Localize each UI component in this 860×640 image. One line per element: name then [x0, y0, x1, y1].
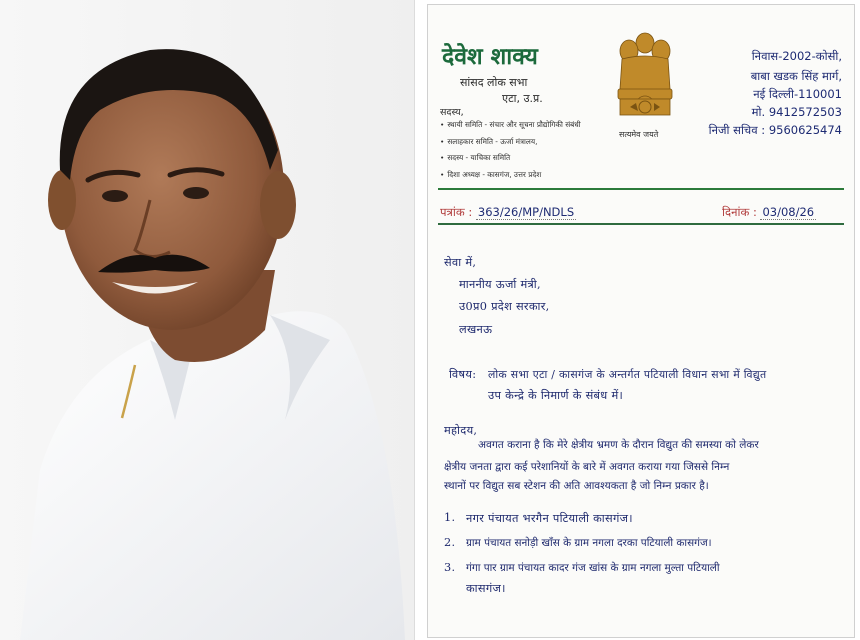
date-label: दिनांक — [722, 205, 750, 219]
reference-divider — [438, 223, 844, 225]
portrait-photo — [0, 0, 415, 640]
item-number: 1. — [444, 511, 456, 524]
body-line: अवगत कराना है कि मेरे क्षेत्रीय भ्रमण के दौरान विद्युत की समस्या को लेकर — [478, 439, 759, 451]
address-line: बाबा खडक सिंह मार्ग, — [750, 69, 842, 83]
subject-line: उप केन्द्रे के निमार्ण के संबंध में। — [488, 389, 624, 402]
membership-list — [440, 117, 625, 183]
sender-title: सांसद लोक सभा — [460, 76, 528, 89]
subject-line: लोक सभा एटा / कासगंज के अन्तर्गत पटियाली विधान सभा में विद्युत — [488, 368, 767, 381]
sender-name: देवेश शाक्य — [442, 44, 538, 70]
list-item: गंगा पार ग्राम पंचायत कादर गंज खांस के ग्राम नगला मुल्ता पटियाली — [466, 562, 720, 574]
item-number: 3. — [444, 561, 456, 574]
list-item: • सदस्य - याचिका समिति — [440, 150, 625, 167]
body-line: क्षेत्रीय जनता द्वारा कई परेशानियों के बारे में अवगत कराया गया जिससे निम्न — [444, 461, 730, 473]
reference-colon: : — [468, 205, 473, 219]
list-item: नगर पंचायत भरगैन पटियाली कासगंज। — [466, 512, 633, 525]
list-item: ग्राम पंचायत सनोड़ी खाँस के ग्राम नगला दरका पटियाली कासगंज। — [466, 537, 712, 549]
recipient-line: लखनऊ — [459, 323, 493, 336]
address-line: नई दिल्ली-110001 — [753, 87, 842, 101]
address-line: निवास-2002-कोसी, — [751, 49, 842, 63]
salutation: महोदय, — [444, 424, 478, 437]
sender-constituency: एटा, उ.प्र. — [502, 92, 543, 105]
letter-date — [722, 205, 816, 220]
list-item: • सलाहकार समिति - ऊर्जा मंत्रालय, — [440, 134, 625, 151]
recipient-line: माननीय ऊर्जा मंत्री, — [459, 278, 541, 291]
subject-label: विषय: — [449, 368, 477, 381]
reference-number — [440, 205, 576, 220]
member-label: सदस्य, — [440, 107, 464, 118]
recipient-line: सेवा में, — [444, 256, 477, 269]
item-number: 2. — [444, 536, 456, 549]
list-item: • दिशा अध्यक्ष - कासगंज, उत्तर प्रदेश — [440, 167, 625, 184]
portrait-illustration — [0, 0, 415, 640]
date-value: 03/08/26 — [762, 205, 815, 219]
reference-label: पत्रांक — [440, 205, 465, 219]
secretary-phone: निजी सचिव : 9560625474 — [708, 123, 842, 137]
date-colon: : — [752, 205, 757, 219]
header-divider — [438, 188, 844, 190]
phone-number: मो. 9412572503 — [751, 105, 842, 119]
list-item: • स्थायी समिति - संचार और सूचना प्रौद्योगिकी संबंधी — [440, 117, 625, 134]
body-line: स्थानों पर विद्युत सब स्टेशन की अति आवश्यकता है जो निम्न प्रकार है। — [444, 480, 709, 492]
reference-value: 363/26/MP/NDLS — [477, 205, 575, 219]
national-emblem-icon — [614, 29, 676, 129]
recipient-line: उ0प्र0 प्रदेश सरकार, — [459, 300, 550, 313]
emblem-caption: सत्यमेव जयते — [619, 130, 659, 139]
list-item: कासगंज। — [466, 582, 506, 595]
official-letter — [427, 4, 855, 638]
